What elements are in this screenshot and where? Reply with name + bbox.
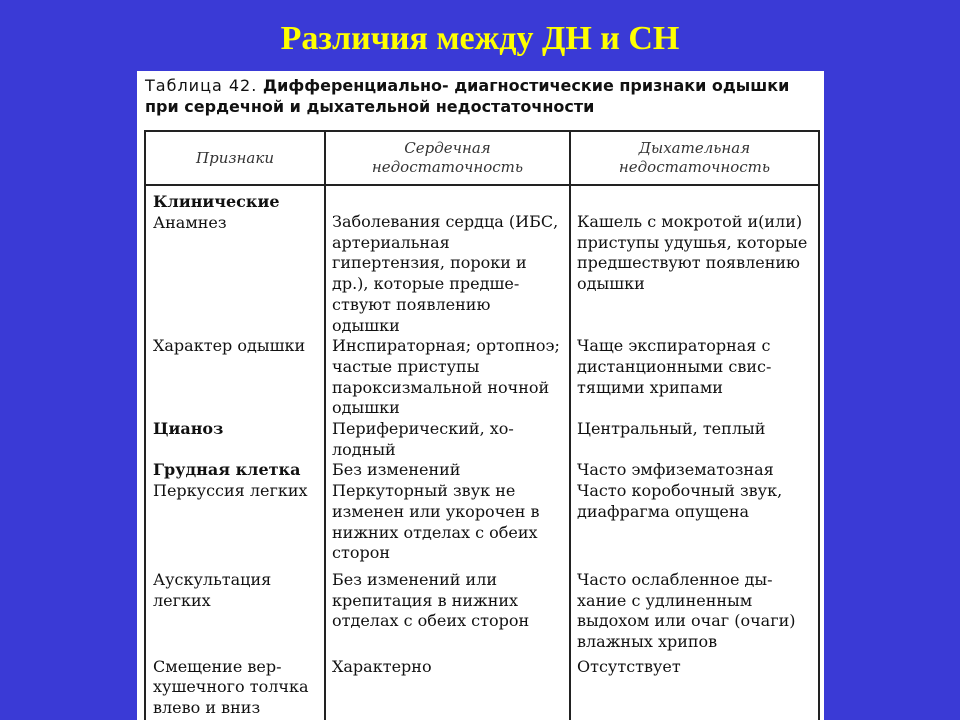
scanned-page (137, 71, 824, 720)
header-features: Признаки (145, 131, 325, 185)
cardiac-dyspnea: Инспираторная; ортопноэ; частые приступы пароксизмальной ночной одышки (325, 336, 570, 419)
table-number: Таблица 42. (145, 76, 258, 95)
cardiac-percussion: Перкуторный звук не изменен или укорочен в нижних отделах с обеих сторон (325, 481, 570, 564)
cardiac-chest: Без изменений (325, 460, 570, 481)
feature-anamnesis: Анамнез (153, 212, 227, 232)
table-row-cyanosis (145, 419, 819, 460)
header-cardiac: Сердечная недостаточность (325, 131, 570, 185)
cardiac-apex-beat: Характерно (325, 653, 570, 719)
respiratory-percussion: Часто коробочный звук, диафрагма опущена (570, 481, 819, 564)
respiratory-cyanosis: Центральный, теплый (570, 419, 819, 460)
cardiac-cyanosis: Периферический, холодный (325, 419, 570, 460)
cardiac-auscultation: Без изменений или крепитация в нижних отделах с обеих сторон (325, 564, 570, 653)
table-row-auscultation (145, 564, 819, 653)
respiratory-chest: Часто эмфизематозная (570, 460, 819, 481)
table-row-chest (145, 460, 819, 481)
table-caption-text: Дифференциально- диагностические признаки одышки при сердечной и дыхательной недостаточности (145, 76, 790, 116)
cardiac-anamnesis: Заболевания сердца (ИБС, артериальная гипертензия, пороки и др.), которые предшествуют появлению одышки (325, 185, 570, 336)
feature-percussion: Перкуссия легких (145, 481, 325, 564)
feature-apex-beat: Смещение верхушечного толчка влево и вниз (145, 653, 325, 719)
table-header-row (145, 131, 819, 185)
respiratory-apex-beat: Отсутствует (570, 653, 819, 719)
feature-cyanosis: Цианоз (145, 419, 325, 460)
slide-title: Различия между ДН и СН (280, 20, 680, 57)
comparison-table (144, 130, 820, 720)
header-respiratory: Дыхательная недостаточность (570, 131, 819, 185)
respiratory-dyspnea: Чаще экспираторная с дистанционными свистящими хрипами (570, 336, 819, 419)
table-row-anamnesis (145, 185, 819, 336)
feature-auscultation: Аускультация легких (145, 564, 325, 653)
section-label-clinical: Клинические (153, 192, 280, 211)
respiratory-anamnesis: Кашель с мокротой и(или) приступы удушья, которые предшествуют появлению одышки (570, 185, 819, 336)
table-row-percussion (145, 481, 819, 564)
feature-chest: Грудная клетка (145, 460, 325, 481)
respiratory-auscultation: Часто ослабленное дыхание с удлиненным выдохом или очаг (очаги) влажных хрипов (570, 564, 819, 653)
feature-dyspnea: Характер одышки (145, 336, 325, 419)
table-caption (145, 75, 821, 117)
table-row-apex-beat (145, 653, 819, 719)
table-row-dyspnea (145, 336, 819, 419)
